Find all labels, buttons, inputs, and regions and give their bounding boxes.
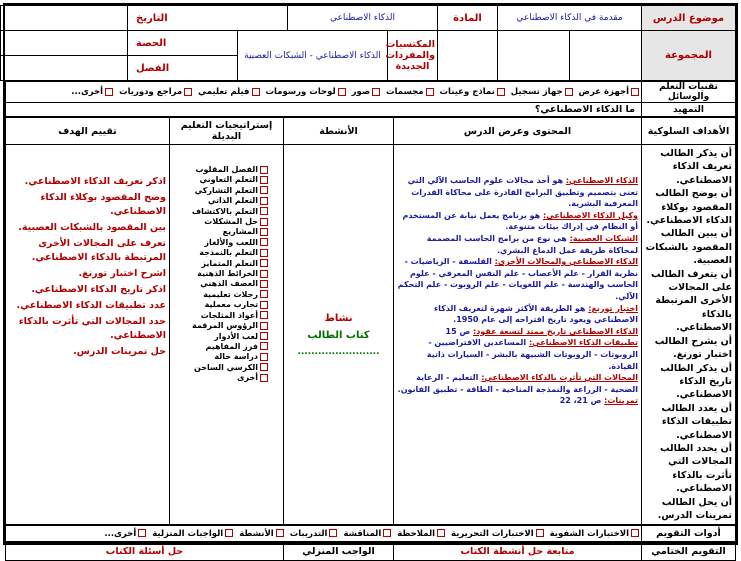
checkbox-icon	[497, 88, 505, 96]
group-cell-3	[438, 31, 498, 81]
evaluation-item: وضح المقصود بوكلاء الذكاء الاصطناعي.	[40, 192, 166, 217]
final-assessment-label: التقويم الختامي	[642, 543, 736, 561]
group-label: المجموعة	[642, 31, 736, 81]
activity-dots: ........................	[297, 346, 380, 357]
assessment-item[interactable]: الاختبارات التحريرية	[451, 529, 544, 539]
assessment-item[interactable]: الواجبات المنزلية	[152, 529, 233, 539]
objective-item: أن يذكر الطالب تاريخ الذكاء الاصطناعي.	[660, 362, 732, 401]
tool-item[interactable]: مراجع ودوريات	[119, 87, 192, 97]
checkbox-icon	[260, 311, 268, 319]
col-content: المحتوى وعرض الدرس	[394, 118, 642, 145]
strategy-item[interactable]: حل المشكلات	[173, 217, 280, 227]
strategy-item[interactable]: الرؤوس المرقمة	[173, 321, 280, 331]
assessment-item[interactable]: الأنشطة	[239, 529, 284, 539]
group-cell-2	[498, 31, 570, 81]
material-value: الذكاء الاصطناعي	[288, 6, 438, 31]
col-objectives: الأهداف السلوكية	[642, 118, 736, 145]
content-item: الذكاء الاصطناعي والمجالات الأخرى: الفلسفة - الرياضيات - نظرية القرار - علم الأعصاب - علم النفس المعرفي - علوم الحاسب والهندسة - علم اللغويات - علم الروبوت - علم التحكم الآلي.	[397, 257, 638, 301]
strategy-item[interactable]: أعواد المثلجات	[173, 311, 280, 321]
checkbox-icon	[184, 88, 192, 96]
strategy-item[interactable]: تجارب معملية	[173, 300, 280, 310]
content-item: تمرينات: ص 21، 22	[559, 396, 638, 406]
header-table	[0, 5, 736, 81]
content-item: المجالات التي تأثرت بالذكاء الاصطناعي: التعليم - الرعاية الصحية - الزراعة والنمذجة المناخية - الطاقة - تطبيق القانون.	[397, 373, 638, 394]
strategy-item[interactable]: التعلم الذاتي	[173, 196, 280, 206]
checkbox-icon	[437, 529, 445, 537]
intro-label: التمهيد	[642, 103, 736, 117]
evaluation-item: اشرح اختبار تورنغ.	[78, 268, 166, 279]
date-label: التاريخ	[128, 6, 288, 31]
period-label: الحصة	[128, 31, 238, 56]
strategy-item[interactable]: المشاريع	[173, 227, 280, 237]
strategy-item[interactable]: الخرائط الذهنية	[173, 269, 280, 279]
assessment-item[interactable]: الاختبارات الشفوية	[550, 529, 639, 539]
strategy-item[interactable]: العصف الذهني	[173, 279, 280, 289]
evaluation-item: تعرف على المجالات الأخرى المرتبطة بالذكاء الاصطناعي.	[31, 238, 166, 263]
strategy-item[interactable]: فرز المفاهيم	[173, 342, 280, 352]
strategy-item[interactable]: رحلات تعليمية	[173, 290, 280, 300]
checkbox-icon	[105, 88, 113, 96]
strategy-item[interactable]: اللعب والألغاز	[173, 238, 280, 248]
strategy-item[interactable]: التعلم بالاكتشاف	[173, 207, 280, 217]
vocab-label: المكتسبات والمفردات الجديدة	[388, 31, 438, 81]
objective-item: أن يوضح الطالب المقصود بوكلاء الذكاء الاصطناعي.	[646, 188, 732, 227]
strategy-item[interactable]: الفصل المقلوب	[173, 165, 280, 175]
checkbox-icon	[260, 218, 268, 226]
group-cell-1	[570, 31, 642, 81]
class-label: الفصل	[128, 56, 238, 81]
activities-cell	[284, 145, 394, 525]
strategies-cell	[170, 145, 284, 525]
checkbox-icon	[372, 88, 380, 96]
tool-item[interactable]: نماذج وعينات	[440, 87, 505, 97]
tool-item[interactable]: أخرى...	[71, 87, 113, 97]
date-value	[1, 6, 128, 31]
assessment-item[interactable]: التدريبات	[290, 529, 338, 539]
checkbox-icon	[260, 166, 268, 174]
content-item: اختبار تورنغ: هو الطريقة الأكثر شهرة لتعريف الذكاء الاصطناعي ويعود تاريخ اقتراحه إلى عام 1950.	[434, 303, 638, 325]
checkbox-icon	[260, 322, 268, 330]
intro-value: ما الذكاء الاصطناعي؟	[6, 103, 642, 117]
checkbox-icon	[260, 186, 268, 194]
material-label: المادة	[438, 6, 498, 31]
tool-item[interactable]: صور	[352, 87, 380, 97]
strategy-item[interactable]: الكرسي الساخن	[173, 363, 280, 373]
main-table	[5, 117, 736, 525]
strategy-item[interactable]: دراسة حالة	[173, 352, 280, 362]
content-item: تطبيقات الذكاء الاصطناعي: المساعدين الافتراضيين - الروبوتات - الروبوتات الشبيهة بالبشر - السيارات ذاتية القيادة.	[426, 338, 638, 371]
homework-label: الواجب المنزلي	[284, 543, 394, 561]
checkbox-icon	[260, 270, 268, 278]
objective-item: أن يحدد الطالب المجالات التي تأثرت بالذكاء الاصطناعي.	[659, 442, 732, 495]
content-cell	[394, 145, 642, 525]
evaluation-cell	[6, 145, 170, 525]
checkbox-icon	[260, 332, 268, 340]
col-strategies: إستراتيجيات التعليم البديلة	[170, 118, 284, 145]
content-item: الذكاء الاصطناعي تاريخ ممتد لتسعة عقود: ص 15	[445, 326, 638, 336]
content-item: الشبكات العصبية: هي نوع من برامج الحاسب المصممة لمحاكاة طريقة عمل الدماغ البشري.	[426, 233, 638, 255]
evaluation-item: اذكر تعريف الذكاء الاصطناعي.	[24, 176, 166, 187]
footer-table	[5, 542, 736, 561]
period-value	[1, 31, 128, 56]
tools-table	[5, 81, 736, 117]
strategy-item[interactable]: التعلم المتمايز	[173, 259, 280, 269]
assessment-item[interactable]: المناقشة	[343, 529, 391, 539]
strategy-item[interactable]: التعلم بالنمذجة	[173, 248, 280, 258]
tool-item[interactable]: جهاز تسجيل	[511, 87, 573, 97]
checkbox-icon	[260, 353, 268, 361]
checkbox-icon	[260, 374, 268, 382]
checkbox-icon	[338, 88, 346, 96]
checkbox-icon	[260, 280, 268, 288]
tools-label: تقنيات التعلم والوسائل	[642, 82, 736, 103]
col-activities: الأنشطة	[284, 118, 394, 145]
strategy-item[interactable]: لعب الأدوار	[173, 332, 280, 342]
assessment-item[interactable]: أخرى...	[104, 529, 146, 539]
final-assessment-value: متابعة حل أنشطة الكتاب	[394, 543, 642, 561]
strategy-item[interactable]: أخرى	[173, 373, 280, 383]
homework-value: حل أسئلة الكتاب	[6, 543, 284, 561]
checkbox-icon	[536, 529, 544, 537]
assessment-item[interactable]: الملاحظة	[397, 529, 445, 539]
evaluation-item: حل تمرينات الدرس.	[73, 346, 166, 357]
vocab-value: الذكاء الاصطناعي - الشبكات العصبية	[238, 31, 388, 81]
objective-item: أن يبين الطالب المقصود بالشبكات العصبية.	[645, 228, 732, 267]
checkbox-icon	[260, 228, 268, 236]
objective-item: أن يذكر الطالب تعريف الذكاء الاصطناعي.	[660, 148, 732, 186]
checkbox-icon	[260, 259, 268, 267]
tool-item[interactable]: مجسمات	[386, 87, 433, 97]
checkbox-icon	[252, 88, 260, 96]
evaluation-item: بين المقصود بالشبكات العصبية.	[18, 222, 166, 233]
activity-label: نشاط	[324, 312, 353, 324]
checkbox-icon	[138, 529, 146, 537]
assessment-table	[5, 525, 736, 542]
strategy-item[interactable]: التعلم التشاركي	[173, 186, 280, 196]
checkbox-icon	[276, 529, 284, 537]
checkbox-icon	[260, 176, 268, 184]
activity-book: كتاب الطالب	[307, 329, 370, 341]
objectives-cell	[642, 145, 736, 525]
checkbox-icon	[260, 207, 268, 215]
tools-list	[6, 82, 642, 103]
checkbox-icon	[565, 88, 573, 96]
objective-item: أن يتعرف الطالب على المجالات الأخرى المرتبطة بالذكاء الاصطناعي.	[650, 268, 732, 334]
subject-value: مقدمة في الذكاء الاصطناعي	[498, 6, 642, 31]
assessment-label: أدوات التقويم	[642, 526, 736, 542]
checkbox-icon	[260, 290, 268, 298]
evaluation-item: حدد المجالات التي تأثرت بالذكاء الاصطناعي.	[18, 316, 166, 341]
content-item: وكيل الذكاء الاصطناعي: هو برنامج يعمل نيابة عن المستخدم أو النظام في إدراك بيئات متنوعة.	[402, 210, 638, 232]
col-evaluation: تقييم الهدف	[6, 118, 170, 145]
objective-item: أن يحل الطالب تمرينات الدرس.	[657, 496, 732, 521]
subject-label: موضوع الدرس	[642, 6, 736, 31]
checkbox-icon	[631, 88, 639, 96]
checkbox-icon	[260, 197, 268, 205]
checkbox-icon	[631, 529, 639, 537]
objective-item: أن يعدد الطالب تطبيقات الذكاء الاصطناعي.	[661, 402, 732, 441]
checkbox-icon	[260, 249, 268, 257]
checkbox-icon	[260, 363, 268, 371]
evaluation-item: عدد تطبيقات الذكاء الاصطناعي.	[16, 300, 166, 311]
evaluation-item: اذكر تاريخ الذكاء الاصطناعي.	[31, 284, 166, 295]
checkbox-icon	[260, 342, 268, 350]
checkbox-icon	[225, 529, 233, 537]
lesson-plan-page	[3, 3, 738, 558]
checkbox-icon	[260, 301, 268, 309]
checkbox-icon	[426, 88, 434, 96]
tool-item[interactable]: لوحات ورسومات	[265, 87, 345, 97]
tool-item[interactable]: فيلم تعليمي	[198, 87, 259, 97]
checkbox-icon	[383, 529, 391, 537]
assessment-list	[6, 526, 642, 542]
content-item: الذكاء الاصطناعي: هو أحد مجالات علوم الحاسب الآلي التي تعنى بتصميم وتطبيق البرامج القادرة على محاكاة القدرات المعرفية البشرية.	[407, 176, 638, 209]
checkbox-icon	[260, 238, 268, 246]
class-value	[1, 56, 128, 81]
strategy-item[interactable]: التعلم التعاوني	[173, 175, 280, 185]
checkbox-icon	[329, 529, 337, 537]
objective-item: أن يشرح الطالب اختبار تورنغ.	[654, 335, 732, 361]
tool-item[interactable]: أجهزة عرض	[579, 87, 639, 97]
